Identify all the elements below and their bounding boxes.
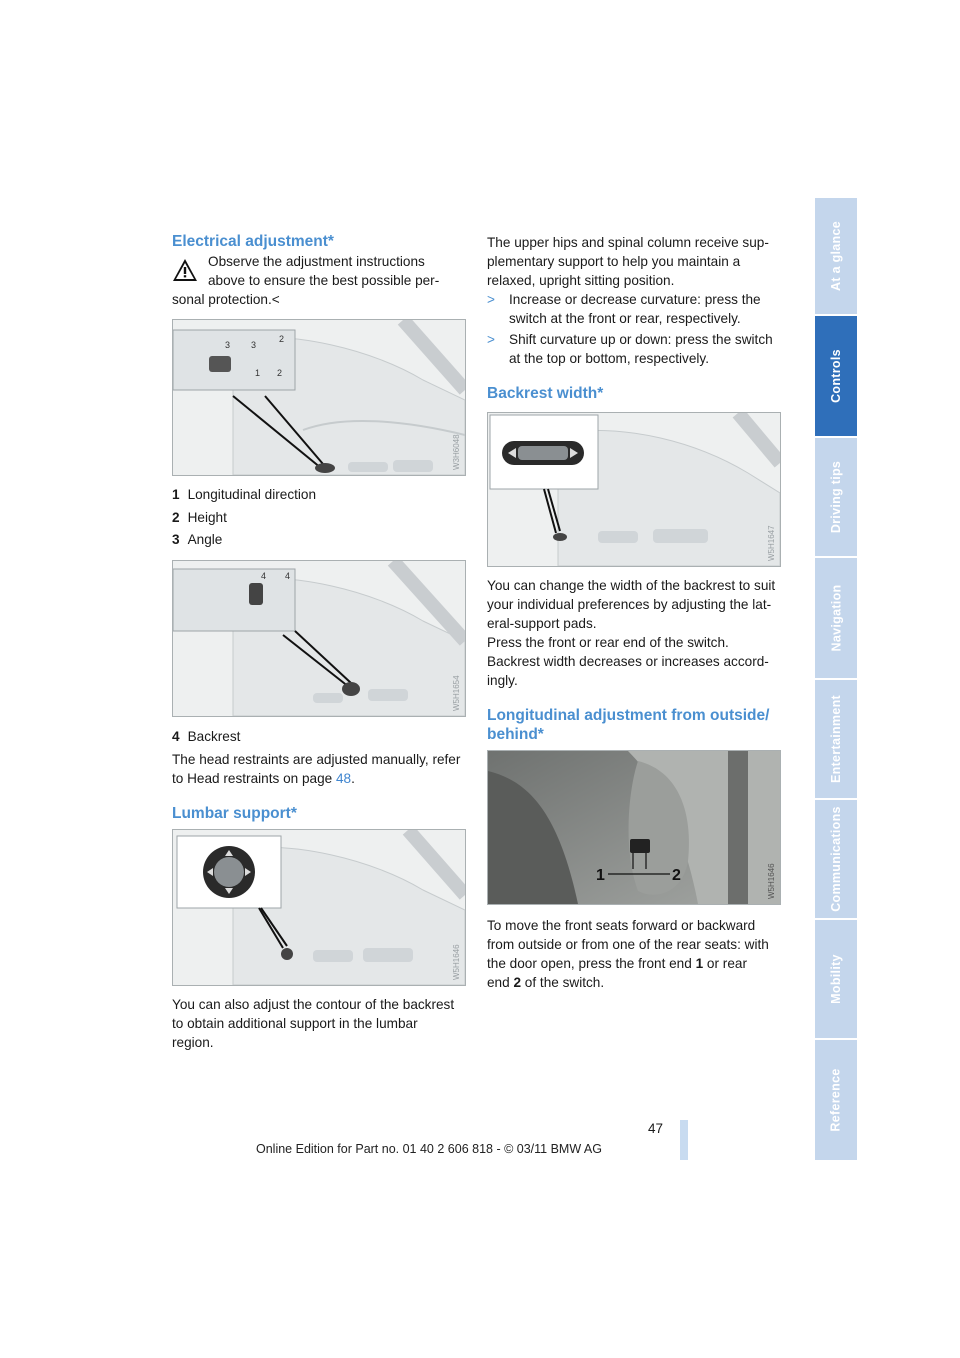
bw-text-line4: Press the front or rear end of the switch.: [487, 635, 729, 650]
tab-mobility[interactable]: Mobility: [815, 920, 857, 1038]
tab-communications[interactable]: Communications: [815, 800, 857, 918]
lumbar-text-line3: region.: [172, 1035, 214, 1050]
figure-seat-controls-2: [172, 560, 466, 717]
tab-at-a-glance[interactable]: At a glance: [815, 198, 857, 314]
la-text-line4: end 2 of the switch.: [487, 975, 605, 990]
section-heading-electrical-adjustment: Electrical adjustment*: [172, 233, 334, 250]
bullet-curvature-2-cont: at the top or bottom, respectively.: [509, 351, 709, 366]
bw-text-line1: You can change the width of the backrest to suit: [487, 578, 776, 593]
figure-callout-2: 2: [672, 867, 681, 884]
la-text-line2: from outside or from one of the rear seats: with: [487, 937, 769, 952]
svg-text:2: 2: [277, 368, 283, 378]
figure-lumbar-support: [172, 829, 466, 986]
figure-callout-1: 1: [596, 867, 605, 884]
section-heading-backrest-width: Backrest width*: [487, 385, 604, 402]
restraint-text-line1: The head restraints are adjusted manually, refer: [172, 752, 461, 767]
section-heading-longitudinal-2: behind*: [487, 726, 544, 743]
warning-text-line1: Observe the adjustment instructions: [208, 254, 425, 269]
bullet-curvature-1-cont: switch at the front or rear, respectively.: [509, 311, 741, 326]
list-item-4: 4 Backrest: [172, 729, 241, 744]
svg-text:3: 3: [251, 340, 257, 350]
la-text-line3: the door open, press the front end 1 or rear: [487, 956, 747, 971]
figure-backrest-width: [487, 412, 781, 567]
list-item-2: 2 Height: [172, 510, 227, 525]
figure-code: W5H1654: [452, 675, 461, 711]
list-item-1: 1 Longitudinal direction: [172, 487, 317, 502]
hips-text-line1: The upper hips and spinal column receive sup-: [487, 235, 769, 250]
page-marker-bar: [680, 1120, 688, 1160]
svg-text:1: 1: [255, 368, 261, 378]
svg-text:3: 3: [225, 340, 231, 350]
tab-reference[interactable]: Reference: [815, 1040, 857, 1160]
svg-text:4: 4: [261, 571, 267, 581]
bw-text-line2: your individual preferences by adjusting the lat-: [487, 597, 772, 612]
warning-icon: [172, 258, 198, 282]
section-heading-lumbar-support: Lumbar support*: [172, 805, 297, 822]
page-link-48[interactable]: 48: [335, 771, 352, 786]
tab-navigation[interactable]: Navigation: [815, 558, 857, 678]
figure-longitudinal-switch: [487, 750, 781, 905]
lumbar-text-line1: You can also adjust the contour of the backrest: [172, 997, 455, 1012]
footer-edition: Online Edition for Part no. 01 40 2 606 818 - © 03/11 BMW AG: [256, 1142, 602, 1156]
la-text-line1: To move the front seats forward or backward: [487, 918, 756, 933]
svg-text:2: 2: [279, 334, 285, 344]
lumbar-text-line2: to obtain additional support in the lumbar: [172, 1016, 418, 1031]
figure-code: W5H1646: [767, 863, 776, 899]
warning-text-line2: above to ensure the best possible per-: [208, 273, 440, 288]
figure-code: W5H1647: [767, 525, 776, 561]
warning-text-line3: sonal protection.<: [172, 292, 280, 307]
hips-text-line3: relaxed, upright sitting position.: [487, 273, 675, 288]
tab-controls[interactable]: Controls: [815, 316, 857, 436]
section-heading-longitudinal-1: Longitudinal adjustment from outside/: [487, 707, 770, 724]
end-mark: <: [271, 292, 280, 307]
bullet-curvature-1: > Increase or decrease curvature: press the: [487, 292, 761, 307]
restraint-text-line2: to Head restraints on page 48.: [172, 771, 355, 786]
bw-text-line5: Backrest width decreases or increases accord-: [487, 654, 769, 669]
bw-text-line6: ingly.: [487, 673, 518, 688]
bullet-curvature-2: > Shift curvature up or down: press the switch: [487, 332, 773, 347]
page-number: 47: [648, 1121, 664, 1136]
tab-entertainment[interactable]: Entertainment: [815, 680, 857, 798]
list-item-3: 3 Angle: [172, 532, 223, 547]
hips-text-line2: plementary support to help you maintain a: [487, 254, 741, 269]
figure-code: W3H6048: [452, 434, 461, 470]
figure-code: W5H1646: [452, 944, 461, 980]
tab-driving-tips[interactable]: Driving tips: [815, 438, 857, 556]
figure-seat-controls-1: [172, 319, 466, 476]
bw-text-line3: eral-support pads.: [487, 616, 597, 631]
svg-text:4: 4: [285, 571, 291, 581]
